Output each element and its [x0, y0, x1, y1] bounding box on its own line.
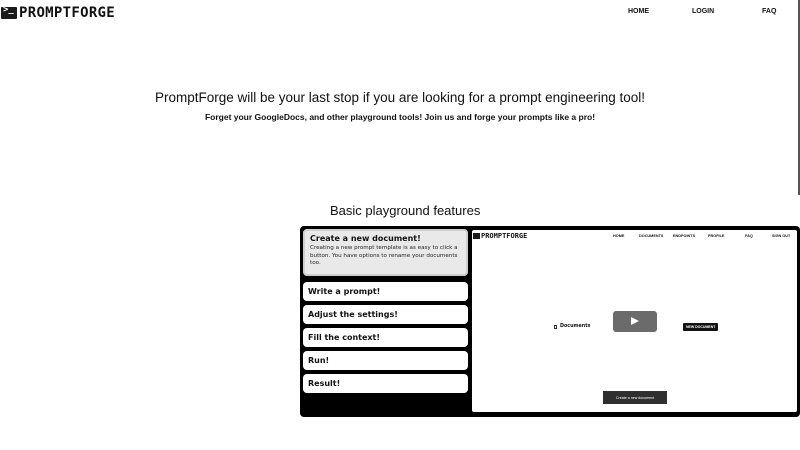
nav-login[interactable]: LOGIN — [692, 8, 715, 15]
preview-nav-documents: DOCUMENTS — [639, 234, 664, 238]
preview-new-document-button: NEW DOCUMENT — [683, 323, 718, 331]
nav-home[interactable]: HOME — [628, 8, 649, 15]
step-title: Fill the context! — [308, 332, 381, 342]
features-panel — [300, 226, 800, 417]
logo[interactable] — [1, 4, 115, 22]
preview-logo — [473, 232, 527, 240]
feature-steps-list — [303, 229, 468, 397]
terminal-glyph: >_ — [3, 5, 14, 15]
preview-nav-home: HOME — [613, 234, 625, 238]
step-adjust-settings[interactable] — [303, 305, 468, 324]
terminal-icon — [473, 233, 480, 239]
feature-preview — [472, 230, 797, 412]
step-write-prompt[interactable] — [303, 282, 468, 301]
step-fill-context[interactable] — [303, 328, 468, 347]
play-icon — [631, 317, 639, 325]
step-result[interactable] — [303, 374, 468, 393]
document-icon — [554, 325, 557, 329]
step-title: Create a new document! — [310, 234, 421, 243]
step-title: Result! — [308, 378, 341, 388]
step-create-document[interactable] — [303, 229, 468, 276]
step-run[interactable] — [303, 351, 468, 370]
logo-text: PROMPTFORGE — [19, 5, 116, 21]
preview-nav-faq: FAQ — [745, 234, 753, 238]
preview-documents-heading — [554, 324, 590, 329]
terminal-icon — [1, 7, 17, 19]
preview-logo-text: PROMPTFORGE — [481, 232, 528, 240]
nav-faq[interactable]: FAQ — [762, 8, 777, 15]
video-player[interactable] — [613, 311, 657, 332]
features-heading: Basic playground features — [330, 203, 481, 218]
hero-title: PromptForge will be your last stop if you are looking for a prompt engineering tool! — [154, 90, 645, 105]
step-title: Adjust the settings! — [308, 309, 398, 319]
preview-nav-signout: SIGN OUT — [772, 234, 791, 238]
preview-documents-label: Documents — [560, 324, 591, 329]
preview-create-document-button: Create a new document — [603, 391, 667, 404]
preview-nav-profile: PROFILE — [708, 234, 725, 238]
preview-nav-endpoints: ENDPOINTS — [673, 234, 696, 238]
hero-subtitle: Forget your GoogleDocs, and other playground tools! Join us and forge your prompts like a pro! — [204, 112, 596, 122]
step-title: Write a prompt! — [308, 286, 381, 296]
step-description: Creating a new prompt template is as easy to click a button. You have options to rename your documents too. — [310, 245, 458, 267]
step-title: Run! — [308, 355, 330, 365]
